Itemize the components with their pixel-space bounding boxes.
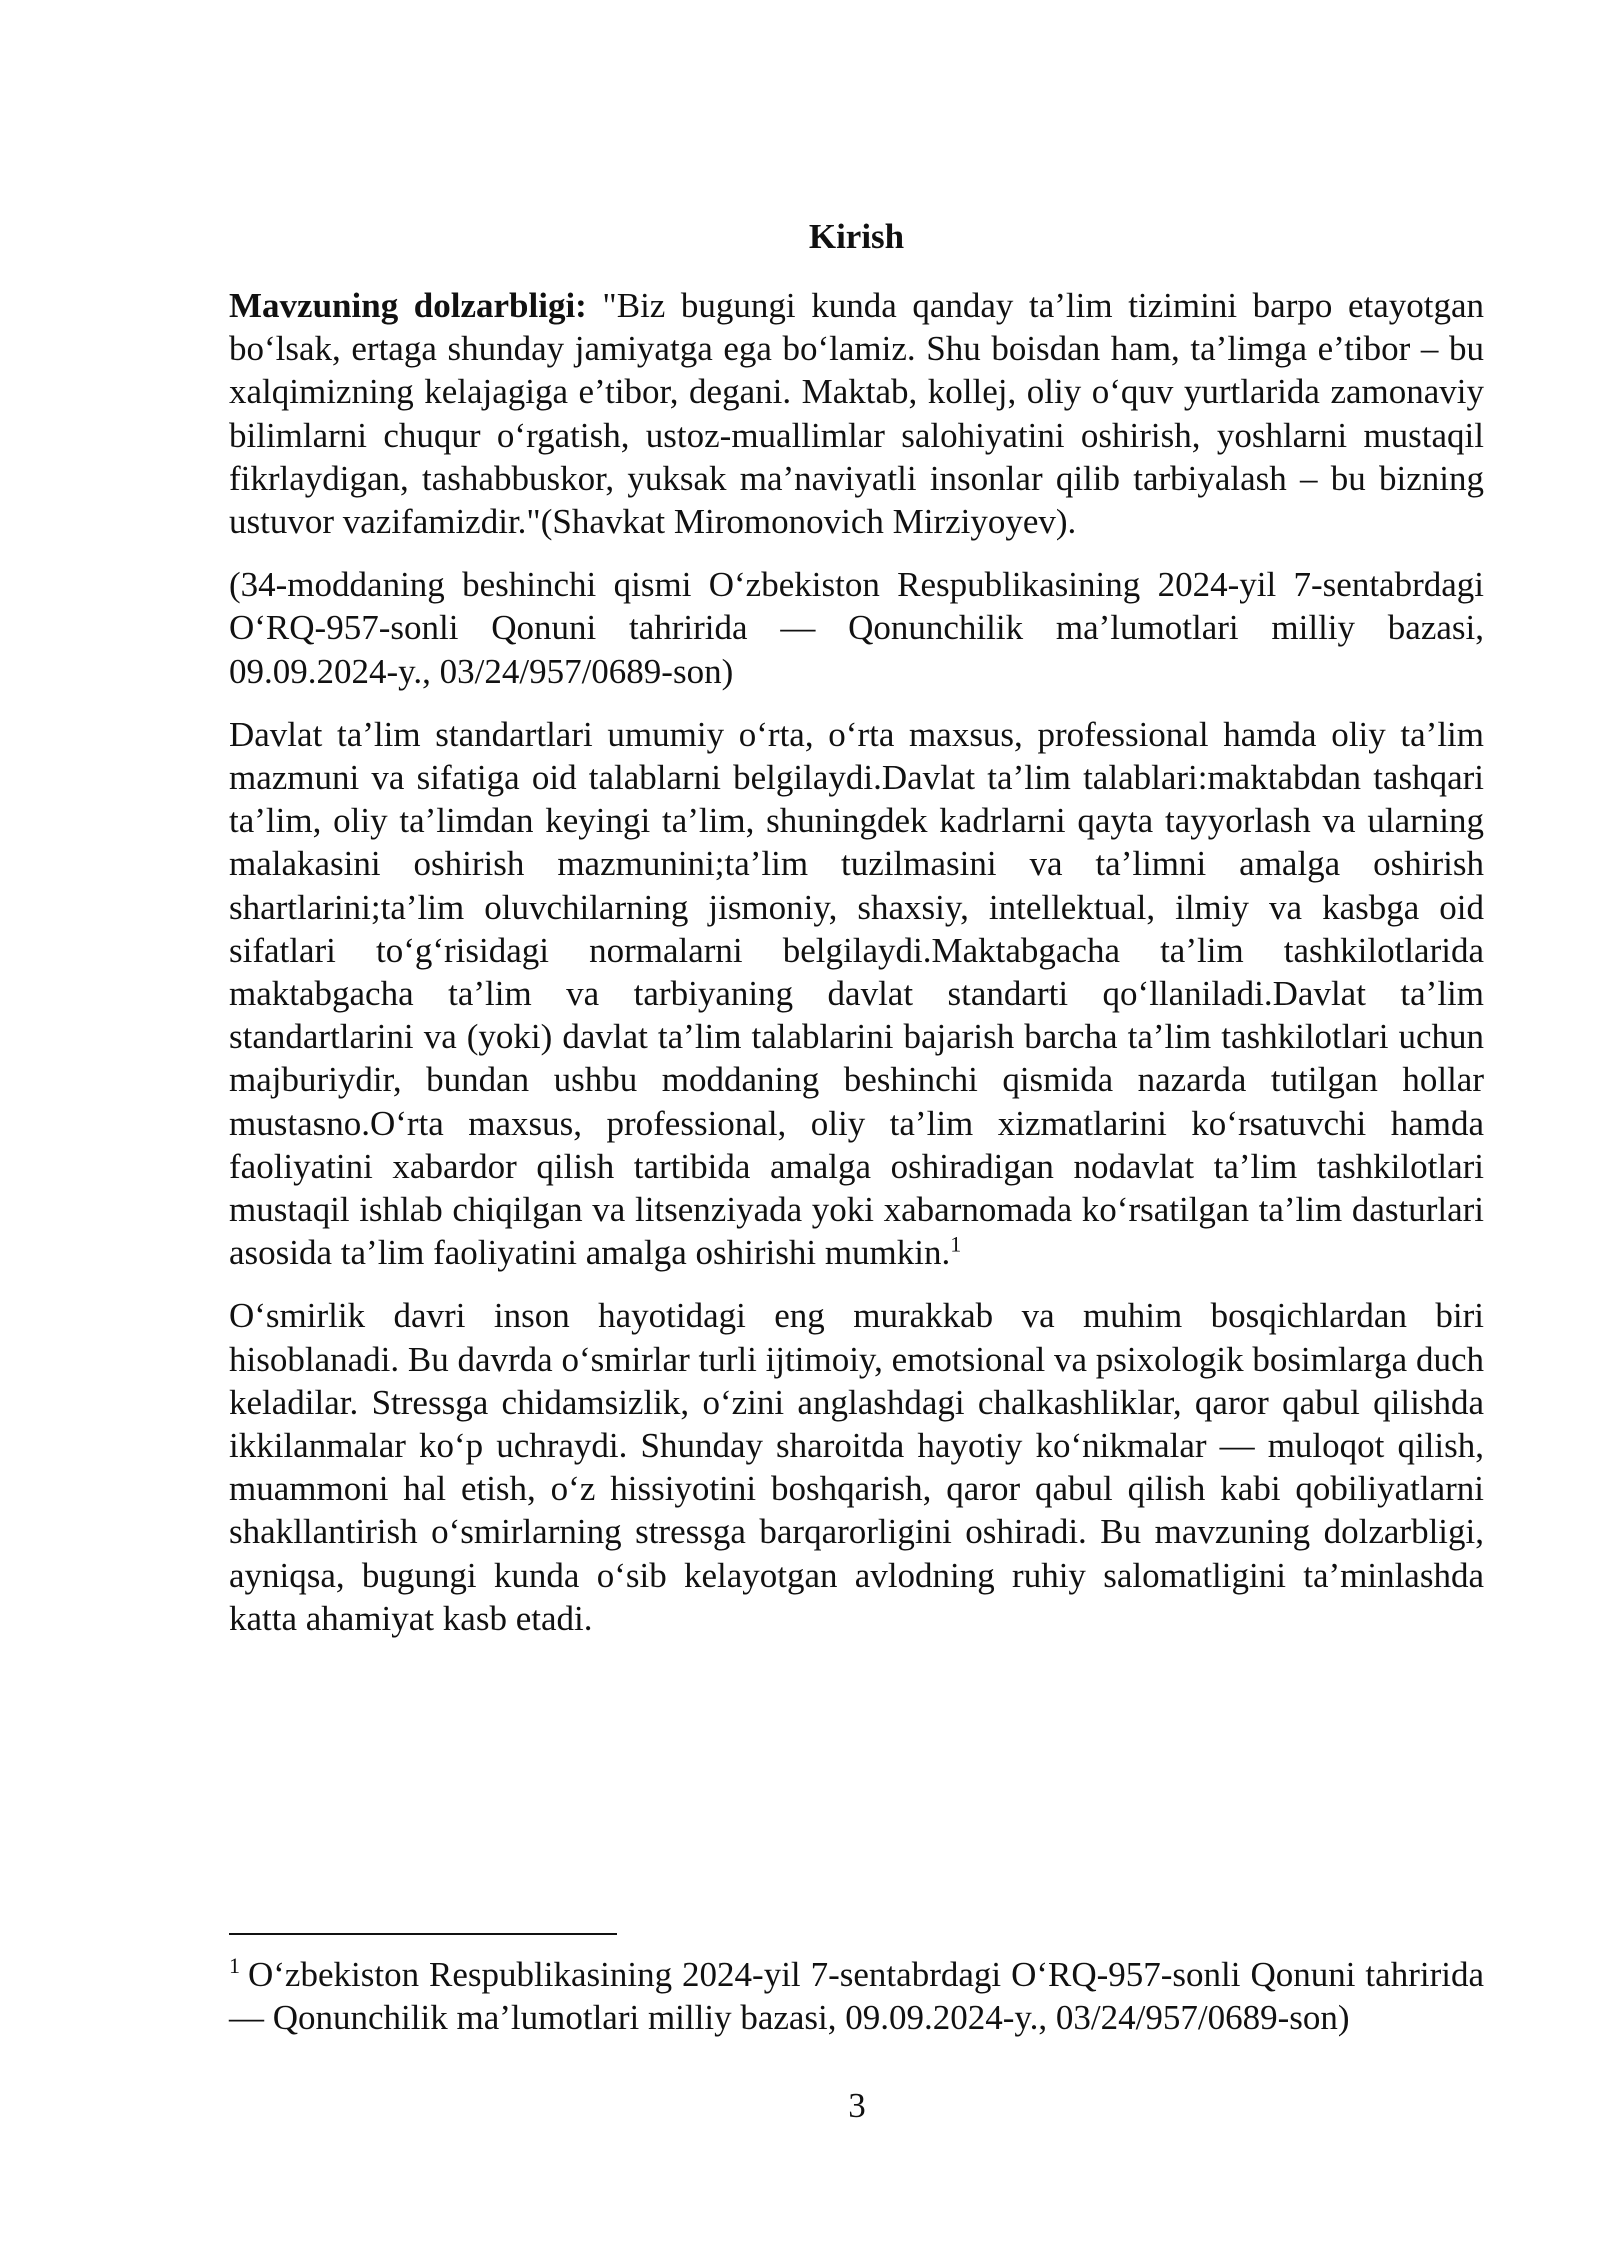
paragraph-lead-bold: Mavzuning dolzarbligi:	[229, 286, 587, 325]
paragraph-relevance	[229, 284, 1484, 543]
footnote-text	[229, 1953, 1484, 2039]
paragraph-text: (34-moddaning beshinchi qismi O‘zbekiston Respublikasining 2024-yil 7-sentabrdagi O‘RQ-957-sonli Qonuni tahririda — Qonunchilik ma’lumotlari milliy bazasi, 09.09.2024-y., 03/24/957/0689-son)	[229, 565, 1484, 691]
paragraph-text: Davlat ta’lim standartlari umumiy o‘rta, o‘rta maxsus, professional hamda oliy ta’lim mazmuni va sifatiga oid talablarni belgilaydi.Davlat ta’lim talablari:maktabdan tashqari ta’lim, oliy ta’limdan keyingi ta’lim, shuningdek kadrlarni qayta tayyorlash va ularning malakasini oshirish mazmunini;ta’lim tuzilmasini va ta’limni amalga oshirish shartlarini;ta’lim oluvchilarning jismoniy, shaxsiy, intellektual, ilmiy va kasbga oid sifatlari to‘g‘risidagi normalarni belgilaydi.Maktabgacha ta’lim tashkilotlarida maktabgacha ta’lim va tarbiyaning davlat standarti qo‘llaniladi.Davlat ta’lim standartlarini va (yoki) davlat ta’lim talablarini bajarish barcha ta’lim tashkilotlari uchun majburiydir, bundan ushbu moddaning beshinchi qismida nazarda tutilgan hollar mustasno.O‘rta maxsus, professional, oliy ta’lim xizmatlarini ko‘rsatuvchi hamda faoliyatini xabardor qilish tartibida amalga oshiradigan nodavlat ta’lim tashkilotlari mustaqil ishlab chiqilgan va litsenziyada yoki xabarnomada ko‘rsatilgan ta’lim dasturlari asosida ta’lim faoliyatini amalga oshirishi mumkin.	[229, 714, 1484, 1273]
paragraph-education-standards	[229, 713, 1484, 1275]
paragraph-adolescence	[229, 1294, 1484, 1640]
paragraph-text: "Biz bugungi kunda qanday ta’lim tizimini barpo etayotgan bo‘lsak, ertaga shunday jamiyatga ega bo‘lamiz. Shu boisdan ham, ta’limga e’tibor – bu xalqimizning kelajagiga e’tibor, degani. Maktab, kollej, oliy o‘quv yurtlarida zamonaviy bilimlarni chuqur o‘rgatish, ustoz-muallimlar salohiyatini oshirish, yoshlarni mustaqil fikrlaydigan, tashabbuskor, yuksak ma’naviyatli insonlar qilib tarbiyalash – bu bizning ustuvor vazifamizdir."(Shavkat Miromonovich Mirziyoyev).	[229, 286, 1484, 542]
footnote-marker: 1	[229, 1953, 240, 1979]
page-number: 3	[848, 2086, 866, 2125]
section-title: Kirish	[808, 217, 905, 256]
paragraph-law-reference	[229, 563, 1484, 693]
footnote-area	[229, 1933, 1484, 2039]
page-body	[229, 215, 1484, 1660]
footnote-body: O‘zbekiston Respublikasining 2024-yil 7-sentabrdagi O‘RQ-957-sonli Qonuni tahririda — Qonunchilik ma’lumotlari milliy bazasi, 09.09.2024-y., 03/24/957/0689-son)	[229, 1955, 1484, 2038]
footnote-reference[interactable]: 1	[950, 1231, 962, 1257]
paragraph-text: O‘smirlik davri inson hayotidagi eng murakkab va muhim bosqichlardan biri hisoblanadi. Bu davrda o‘smirlar turli ijtimoiy, emotsional va psixologik bosimlarga duch keladilar. Stressga chidamsizlik, o‘zini anglashdagi chalkashliklar, qaror qabul qilishda ikkilanmalar ko‘p uchraydi. Shunday sharoitda hayotiy ko‘nikmalar — muloqot qilish, muammoni hal etish, o‘z hissiyotini boshqarish, qaror qabul qilish kabi qobiliyatlarni shakllantirish o‘smirlarning stressga barqarorligini oshiradi. Bu mavzuning dolzarbligi, ayniqsa, bugungi kunda o‘sib kelayotgan avlodning ruhiy salomatligini ta’minlashda katta ahamiyat kasb etadi.	[229, 1296, 1484, 1638]
footnote-separator	[229, 1933, 617, 1935]
